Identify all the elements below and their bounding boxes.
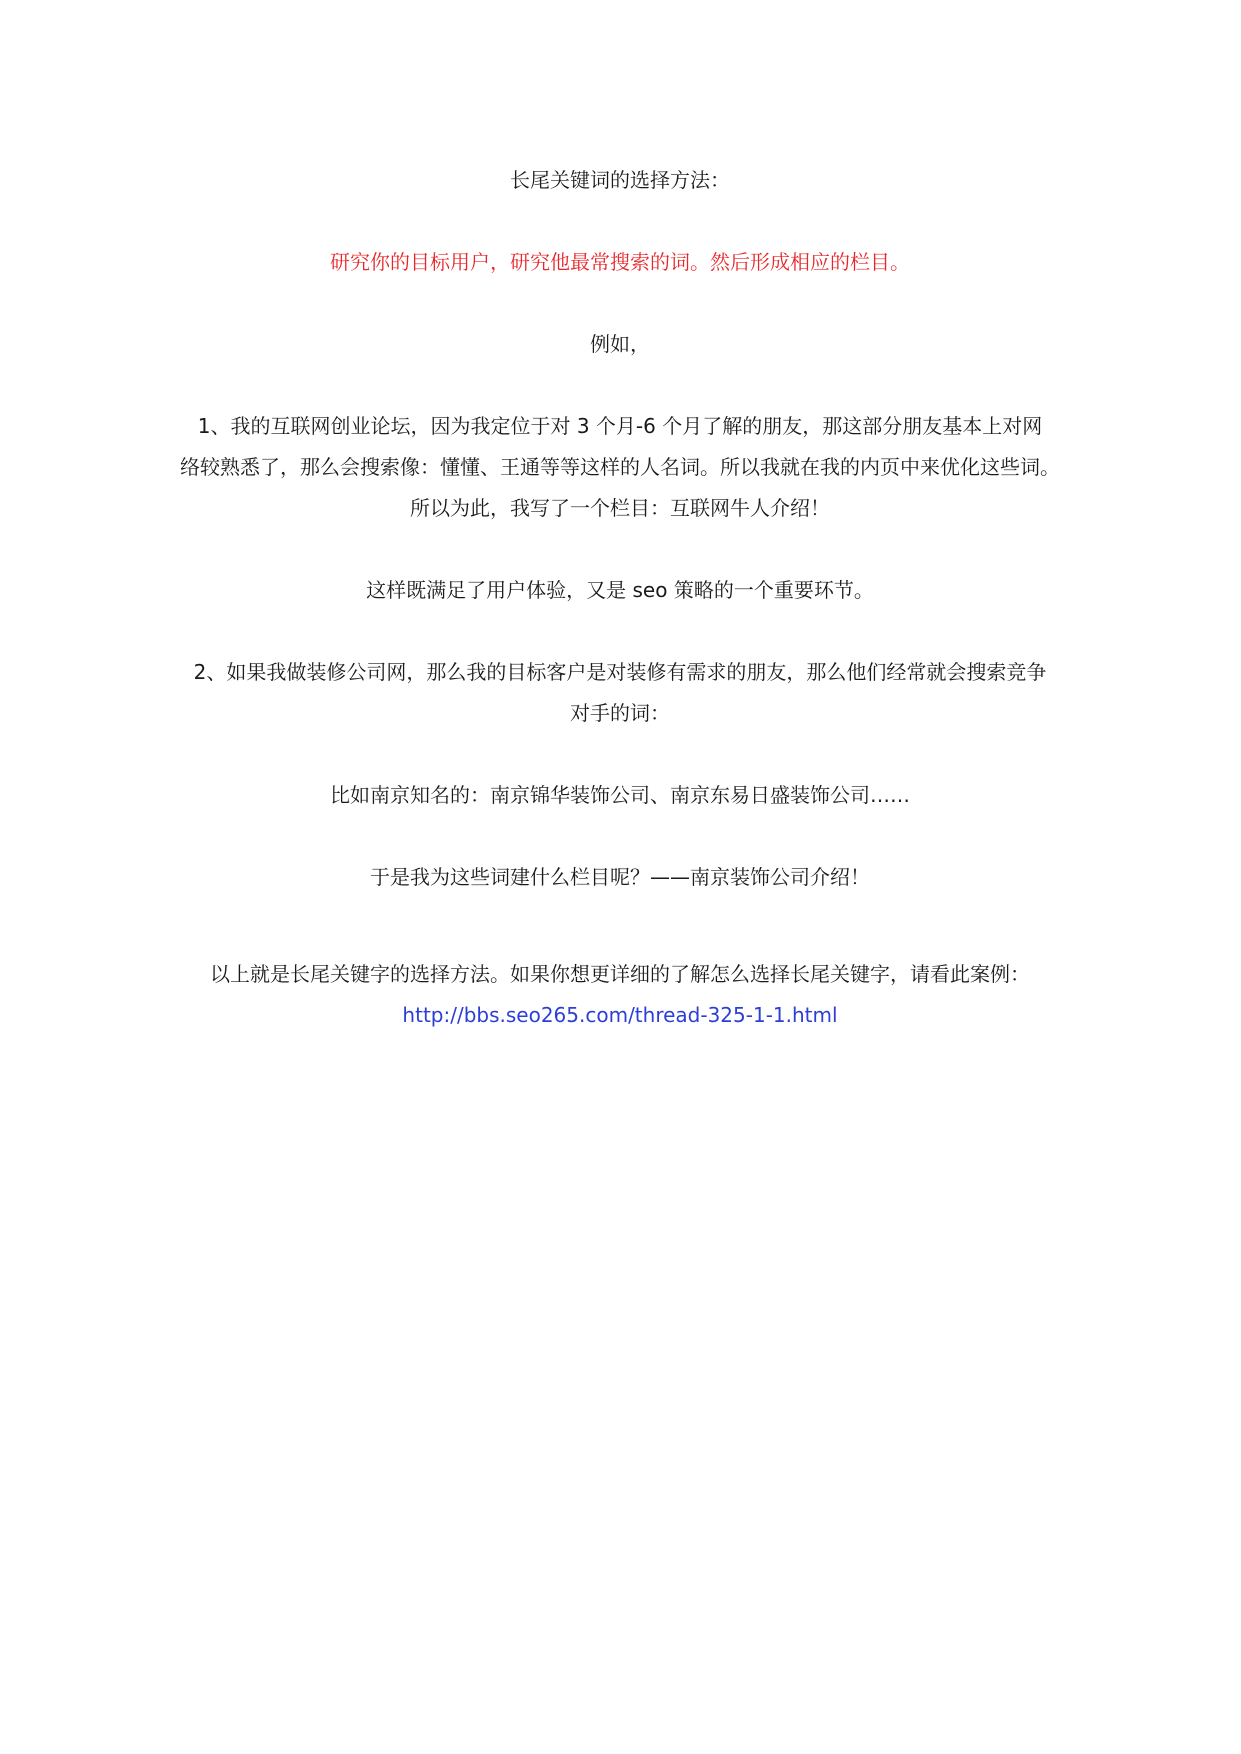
column-question: 于是我为这些词建什么栏目呢？——南京装饰公司介绍！ bbox=[370, 865, 870, 889]
point-2-paragraph bbox=[150, 652, 1090, 734]
point-2-line-1: 2、如果我做装修公司网，那么我的目标客户是对装修有需求的朋友，那么他们经常就会搜索竞争 bbox=[193, 660, 1047, 684]
point-2-line-2: 对手的词： bbox=[570, 701, 670, 725]
document-body bbox=[150, 160, 1090, 1036]
point-1-paragraph bbox=[150, 406, 1090, 529]
seo-note: 这样既满足了用户体验，又是 seo 策略的一个重要环节。 bbox=[366, 578, 874, 602]
example-intro: 例如， bbox=[590, 332, 650, 356]
conclusion: 以上就是长尾关键字的选择方法。如果你想更详细的了解怎么选择长尾关键字，请看此案例： bbox=[210, 962, 1030, 986]
highlight-statement: 研究你的目标用户，研究他最常搜索的词。然后形成相应的栏目。 bbox=[330, 250, 910, 274]
case-link-line bbox=[150, 995, 1090, 1036]
point-1-line-3: 所以为此，我写了一个栏目：互联网牛人介绍！ bbox=[410, 496, 830, 520]
case-link[interactable]: http://bbs.seo265.com/thread-325-1-1.html bbox=[402, 1003, 838, 1027]
competitor-examples: 比如南京知名的：南京锦华装饰公司、南京东易日盛装饰公司…… bbox=[330, 783, 910, 807]
document-title: 长尾关键词的选择方法： bbox=[510, 168, 730, 192]
point-1-line-2: 络较熟悉了，那么会搜索像：懂懂、王通等等这样的人名词。所以我就在我的内页中来优化这些词。 bbox=[180, 455, 1060, 479]
point-1-line-1: 1、我的互联网创业论坛，因为我定位于对 3 个月-6 个月了解的朋友，那这部分朋友基本上对网 bbox=[197, 414, 1043, 438]
